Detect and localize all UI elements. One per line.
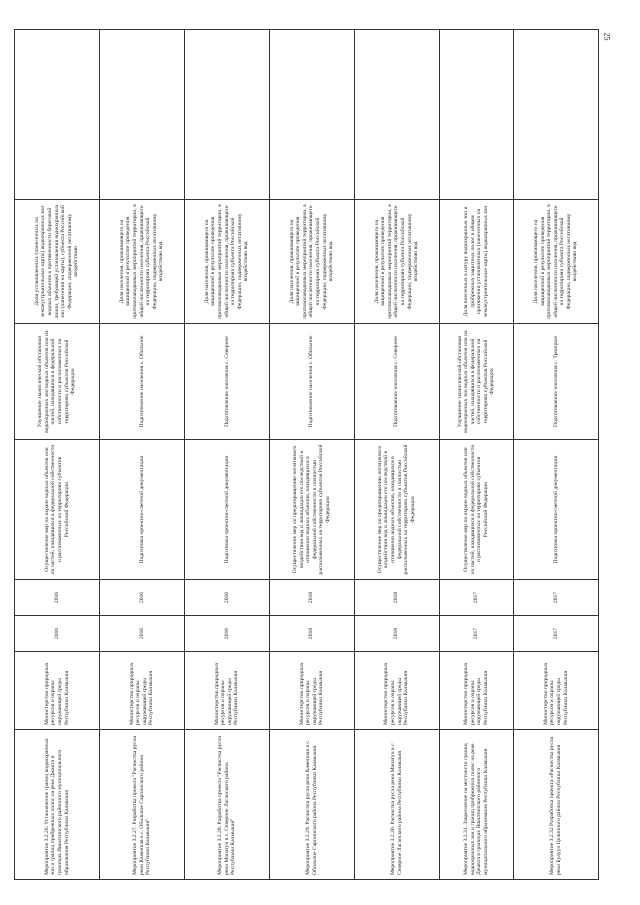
result-cell: Подготовка проектно-сметной документации (514, 440, 599, 580)
start-year-cell: 2016 (15, 616, 100, 652)
result-cell: Осуществление мер по предотвращению негативного воздействия вод и ликвидации его последствий в отношении водных объектов, находящихся в федеральной собственности и полностью расположенных на территориях субъектов Российской Федерации (269, 440, 354, 580)
measure-cell: Мероприятие 3.2.28. Разработка проекта "Расчистка русла реки Манатун в с. Северное Лаганского района Республики Калмыкия" (184, 730, 269, 880)
executor-cell: Министерство природных ресурсов и охраны окружающей среды Республики Калмыкия (184, 652, 269, 730)
indicator-cell: Доля населения, проживающего на защищенной в результате проведения противопаводковых мероприятий территории, в общей численности населения, проживающего на территориях субъекта Российской Федерации, подверженных негативному воздействию вод (99, 200, 184, 324)
table-row (184, 30, 269, 880)
start-year-cell: 2017 (439, 616, 513, 652)
indicator-cell: Доля населения, проживающего на защищенной в результате проведения противопаводковых мероприятий территории, в общей численности населения, проживающего на территориях субъекта Российской Федерации, подверженных негативному воздействию вод (354, 200, 439, 324)
measure-cell: Мероприятие 3.2.26. Установление границ водоохранных зон и границ прибрежных полос на реке Джакта в границах Яшалтинского районного муниципального образования Республики Калмыкия (15, 730, 100, 880)
blank-cell (439, 30, 513, 200)
indicator-cell: Доля населения, проживающего на защищенной в результате проведения противопаводковых мероприятий территории, в общей численности населения, проживающего на территориях субъекта Российской Федерации, подверженных негативному воздействию вод (514, 200, 599, 324)
blank-cell (184, 30, 269, 200)
blank-cell (269, 30, 354, 200)
effect-cell: Подготовление населения с. Обильное (269, 324, 354, 440)
blank-cell (514, 30, 599, 200)
end-year-cell: 2016 (15, 580, 100, 616)
measure-cell: Мероприятие 3.2.32 Разработка проекта «Расчистка русла реки Булуун Целинного района Республики Калмыкия (514, 730, 599, 880)
executor-cell: Министерство природных ресурсов и охраны окружающей среды Республики Калмыкия (514, 652, 599, 730)
indicator-cell: Доля населения, проживающего на защищенной в результате проведения противопаводковых мероприятий территории, в общей численности населения, проживающего на территориях субъекта Российской Федерации, подверженных негативному воздействию вод (269, 200, 354, 324)
effect-cell: Подготовление населения с. Обильное (99, 324, 184, 440)
result-cell: Подготовка проектно-сметной документации (184, 440, 269, 580)
executor-cell: Министерство природных ресурсов и охраны окружающей среды Республики Калмыкия (99, 652, 184, 730)
result-cell: Подготовка проектно-сметной документации (99, 440, 184, 580)
end-year-cell: 2018 (269, 580, 354, 616)
program-measures-table (14, 29, 599, 880)
table-row (439, 30, 513, 880)
start-year-cell: 2018 (354, 616, 439, 652)
measure-cell: Мероприятие 3.2.31. Закрепление на местности границ водоохранных зон и границ прибрежных полос на реке Джакта в границах Яшалтинского районного муниципального образования Республики Калмыкия (439, 730, 513, 880)
effect-cell: Подготовление населения с. Северное (184, 324, 269, 440)
measure-cell: Мероприятие 3.2.29. Расчистка русла реки Каменная в с. Обильное Сарпинского района Республики Калмыкия (269, 730, 354, 880)
start-year-cell: 2017 (514, 616, 599, 652)
executor-cell: Министерство природных ресурсов и охраны окружающей среды Республики Калмыкия (15, 652, 100, 730)
table-row (354, 30, 439, 880)
table-row (269, 30, 354, 880)
result-cell: Осуществление мер по предотвращению негативного воздействия вод и ликвидации его последствий в отношении водных объектов, находящихся в федеральной собственности и полностью расположенных на территориях субъектов Российской Федерации (354, 440, 439, 580)
start-year-cell: 2016 (184, 616, 269, 652)
indicator-cell: Доля внесенных в натуру водоохранных зон и прибрежных защитных полос в общем протяжении установленных (нанесенных на землеустроительные карты) водоохранных зон (439, 200, 513, 324)
table-row (15, 30, 100, 880)
blank-cell (15, 30, 100, 200)
executor-cell: Министерство природных ресурсов и охраны окружающей среды Республики Калмыкия (354, 652, 439, 730)
end-year-cell: 2017 (439, 580, 513, 616)
end-year-cell: 2017 (514, 580, 599, 616)
result-cell: Осуществление мер по охране водных объектов или их частей, находящихся в федеральной собственности и расположенных на территориях субъектов Российской Федерации (439, 440, 513, 580)
rotated-table-container (14, 30, 599, 880)
executor-cell: Министерство природных ресурсов и охраны окружающей среды Республики Калмыкия (269, 652, 354, 730)
result-cell: Осуществление мер по охране водных объектов или их частей, находящихся в федеральной собственности и расположенных на территориях субъектов Российской Федерации (15, 440, 100, 580)
end-year-cell: 2016 (184, 580, 269, 616)
blank-cell (354, 30, 439, 200)
effect-cell: Подготовление населения с. Троицкое (514, 324, 599, 440)
page-number: 25 (602, 32, 612, 41)
executor-cell: Министерство природных ресурсов и охраны окружающей среды Республики Калмыкия (439, 652, 513, 730)
start-year-cell: 2016 (99, 616, 184, 652)
blank-cell (99, 30, 184, 200)
measure-cell: Мероприятие 3.2.27. Разработка проекта "Расчистка русла реки Каменная в с. Обильное Сарпинского района Республики Калмыкия" (99, 730, 184, 880)
indicator-cell: Доля населения, проживающего на защищенной в результате проведения противопаводковых мероприятий территории, в общей численности населения, проживающего на территориях субъекта Российской Федерации, подверженных негативному воздействию вод (184, 200, 269, 324)
effect-cell: Улучшение экологической обстановки водоохранных зон водных объектов или их частей, находящихся в федеральной собственности и расположенных на территориях субъектов Российской Федерации (15, 324, 100, 440)
table-row (514, 30, 599, 880)
indicator-cell: Доля установленных (нанесенных на землеустроительные карты) водоохранных зон водных объектов в протяженности береговой линии, требующей установления водоохранных зон (нанесения на карты), субъекта Российской Федерации, подверженной негативному воздействию (15, 200, 100, 324)
effect-cell: Улучшение экологической обстановки водоохранных зон водных объектов или их частей, находящихся в федеральной собственности и расположенных на территориях субъектов Российской Федерации (439, 324, 513, 440)
table-row (99, 30, 184, 880)
end-year-cell: 2016 (99, 580, 184, 616)
end-year-cell: 2018 (354, 580, 439, 616)
measure-cell: Мероприятие 3.2.30. Расчистка русла реки Манатун в с. Северное Лаганского района Республики Калмыкия (354, 730, 439, 880)
effect-cell: Подготовление населения с. Северное (354, 324, 439, 440)
start-year-cell: 2018 (269, 616, 354, 652)
